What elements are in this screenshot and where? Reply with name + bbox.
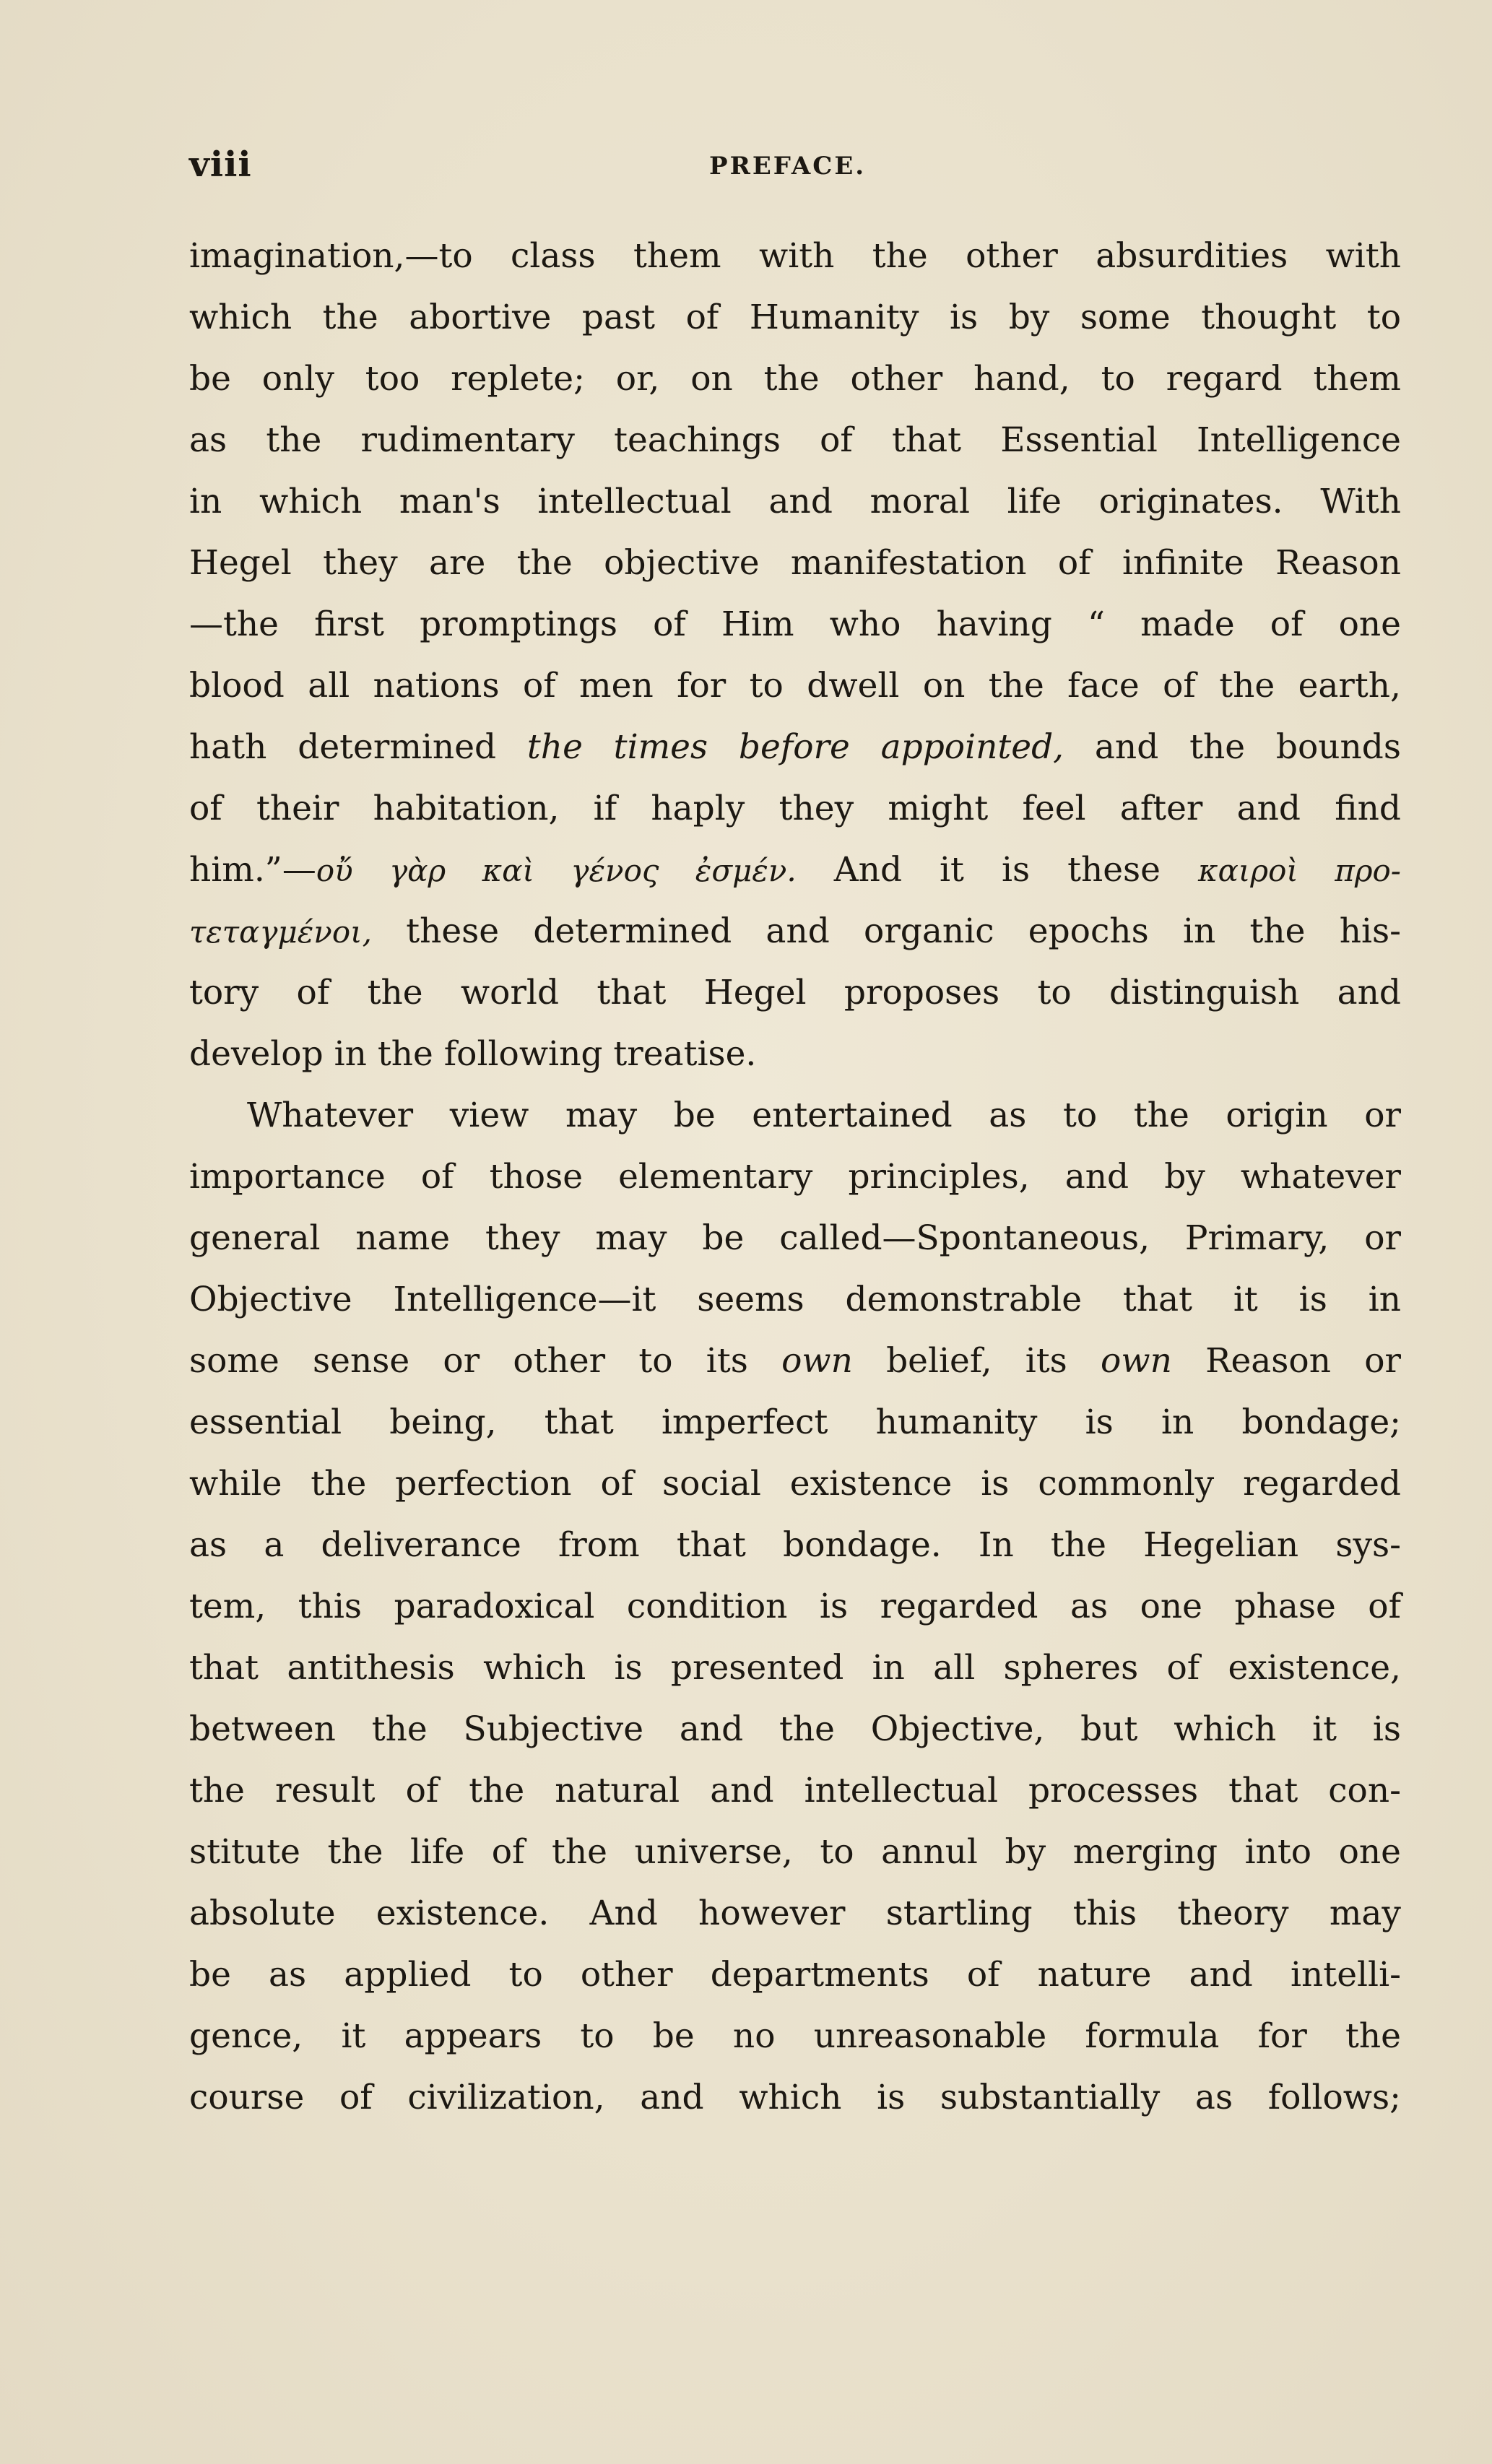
italic-phrase: the times before appointed, — [526, 727, 1064, 767]
text-line: absolute existence. And however startling this theory may — [189, 1893, 1401, 1933]
text-line: of their habitation, if haply they might feel after and find — [189, 789, 1401, 828]
text-line: while the perfection of social existence is commonly regarded — [189, 1464, 1401, 1504]
greek-phrase: τεταγμένοι, — [189, 914, 372, 950]
text-line: as a deliverance from that bondage. In the Hegelian sys- — [189, 1525, 1401, 1565]
text-line: develop in the following treatise. — [189, 1034, 757, 1074]
running-head: PREFACE. — [709, 152, 867, 181]
italic-word: own — [1101, 1341, 1172, 1381]
greek-quotation: οὔ γὰρ καὶ γένος ἐσμέν. — [316, 853, 797, 888]
text-line: tory of the world that Hegel proposes to distinguish and — [189, 973, 1401, 1012]
text-line — [189, 839, 1401, 901]
text-segment: these determined and organic epochs in the his- — [371, 911, 1401, 951]
text-line: stitute the life of the universe, to annul by merging into one — [189, 1832, 1401, 1872]
text-line: course of civilization, and which is substantially as follows; — [189, 2078, 1401, 2117]
text-line: Hegel they are the objective manifestation of infinite Reason — [189, 543, 1401, 583]
greek-phrase: καιροὶ προ- — [1198, 853, 1401, 888]
text-line: be only too replete; or, on the other hand, to regard them — [189, 359, 1401, 399]
text-line: general name they may be called—Spontaneous, Primary, or — [189, 1218, 1401, 1258]
text-line: gence, it appears to be no unreasonable formula for the — [189, 2016, 1401, 2056]
text-line: be as applied to other departments of nature and intelli- — [189, 1955, 1401, 1995]
text-line: imagination,—to class them with the other absurdities with — [189, 236, 1401, 276]
page-header — [189, 144, 1340, 188]
paragraph-first-line: Whatever view may be entertained as to the origin or — [247, 1096, 1401, 1135]
text-line: Objective Intelligence—it seems demonstrable that it is in — [189, 1280, 1401, 1319]
text-line — [189, 716, 1401, 778]
text-segment: belief, its — [852, 1341, 1101, 1381]
text-line: as the rudimentary teachings of that Essential Intelligence — [189, 420, 1401, 460]
text-segment: And it is these — [796, 850, 1198, 890]
text-line: that antithesis which is presented in all spheres of existence, — [189, 1648, 1401, 1688]
text-line: essential being, that imperfect humanity is in bondage; — [189, 1402, 1401, 1442]
italic-word: own — [781, 1341, 853, 1381]
text-line — [189, 901, 1401, 962]
text-segment: him.”— — [189, 850, 316, 890]
text-line: in which man's intellectual and moral life originates. With — [189, 482, 1401, 521]
text-line: —the first promptings of Him who having “ made of one — [189, 604, 1401, 644]
text-line: importance of those elementary principles, and by whatever — [189, 1157, 1401, 1197]
body-text — [189, 225, 1401, 2128]
page-number: viii — [189, 144, 252, 185]
text-segment: some sense or other to its — [189, 1341, 782, 1381]
text-line: the result of the natural and intellectual processes that con- — [189, 1771, 1401, 1810]
text-line: tem, this paradoxical condition is regarded as one phase of — [189, 1587, 1401, 1626]
text-line: between the Subjective and the Objective, but which it is — [189, 1709, 1401, 1749]
text-line: blood all nations of men for to dwell on the face of the earth, — [189, 666, 1401, 706]
text-segment: hath determined — [189, 727, 527, 767]
text-line — [189, 1330, 1401, 1392]
text-segment: and the bounds — [1064, 727, 1401, 767]
text-segment: Reason or — [1171, 1341, 1401, 1381]
text-line: which the abortive past of Humanity is by some thought to — [189, 298, 1401, 337]
